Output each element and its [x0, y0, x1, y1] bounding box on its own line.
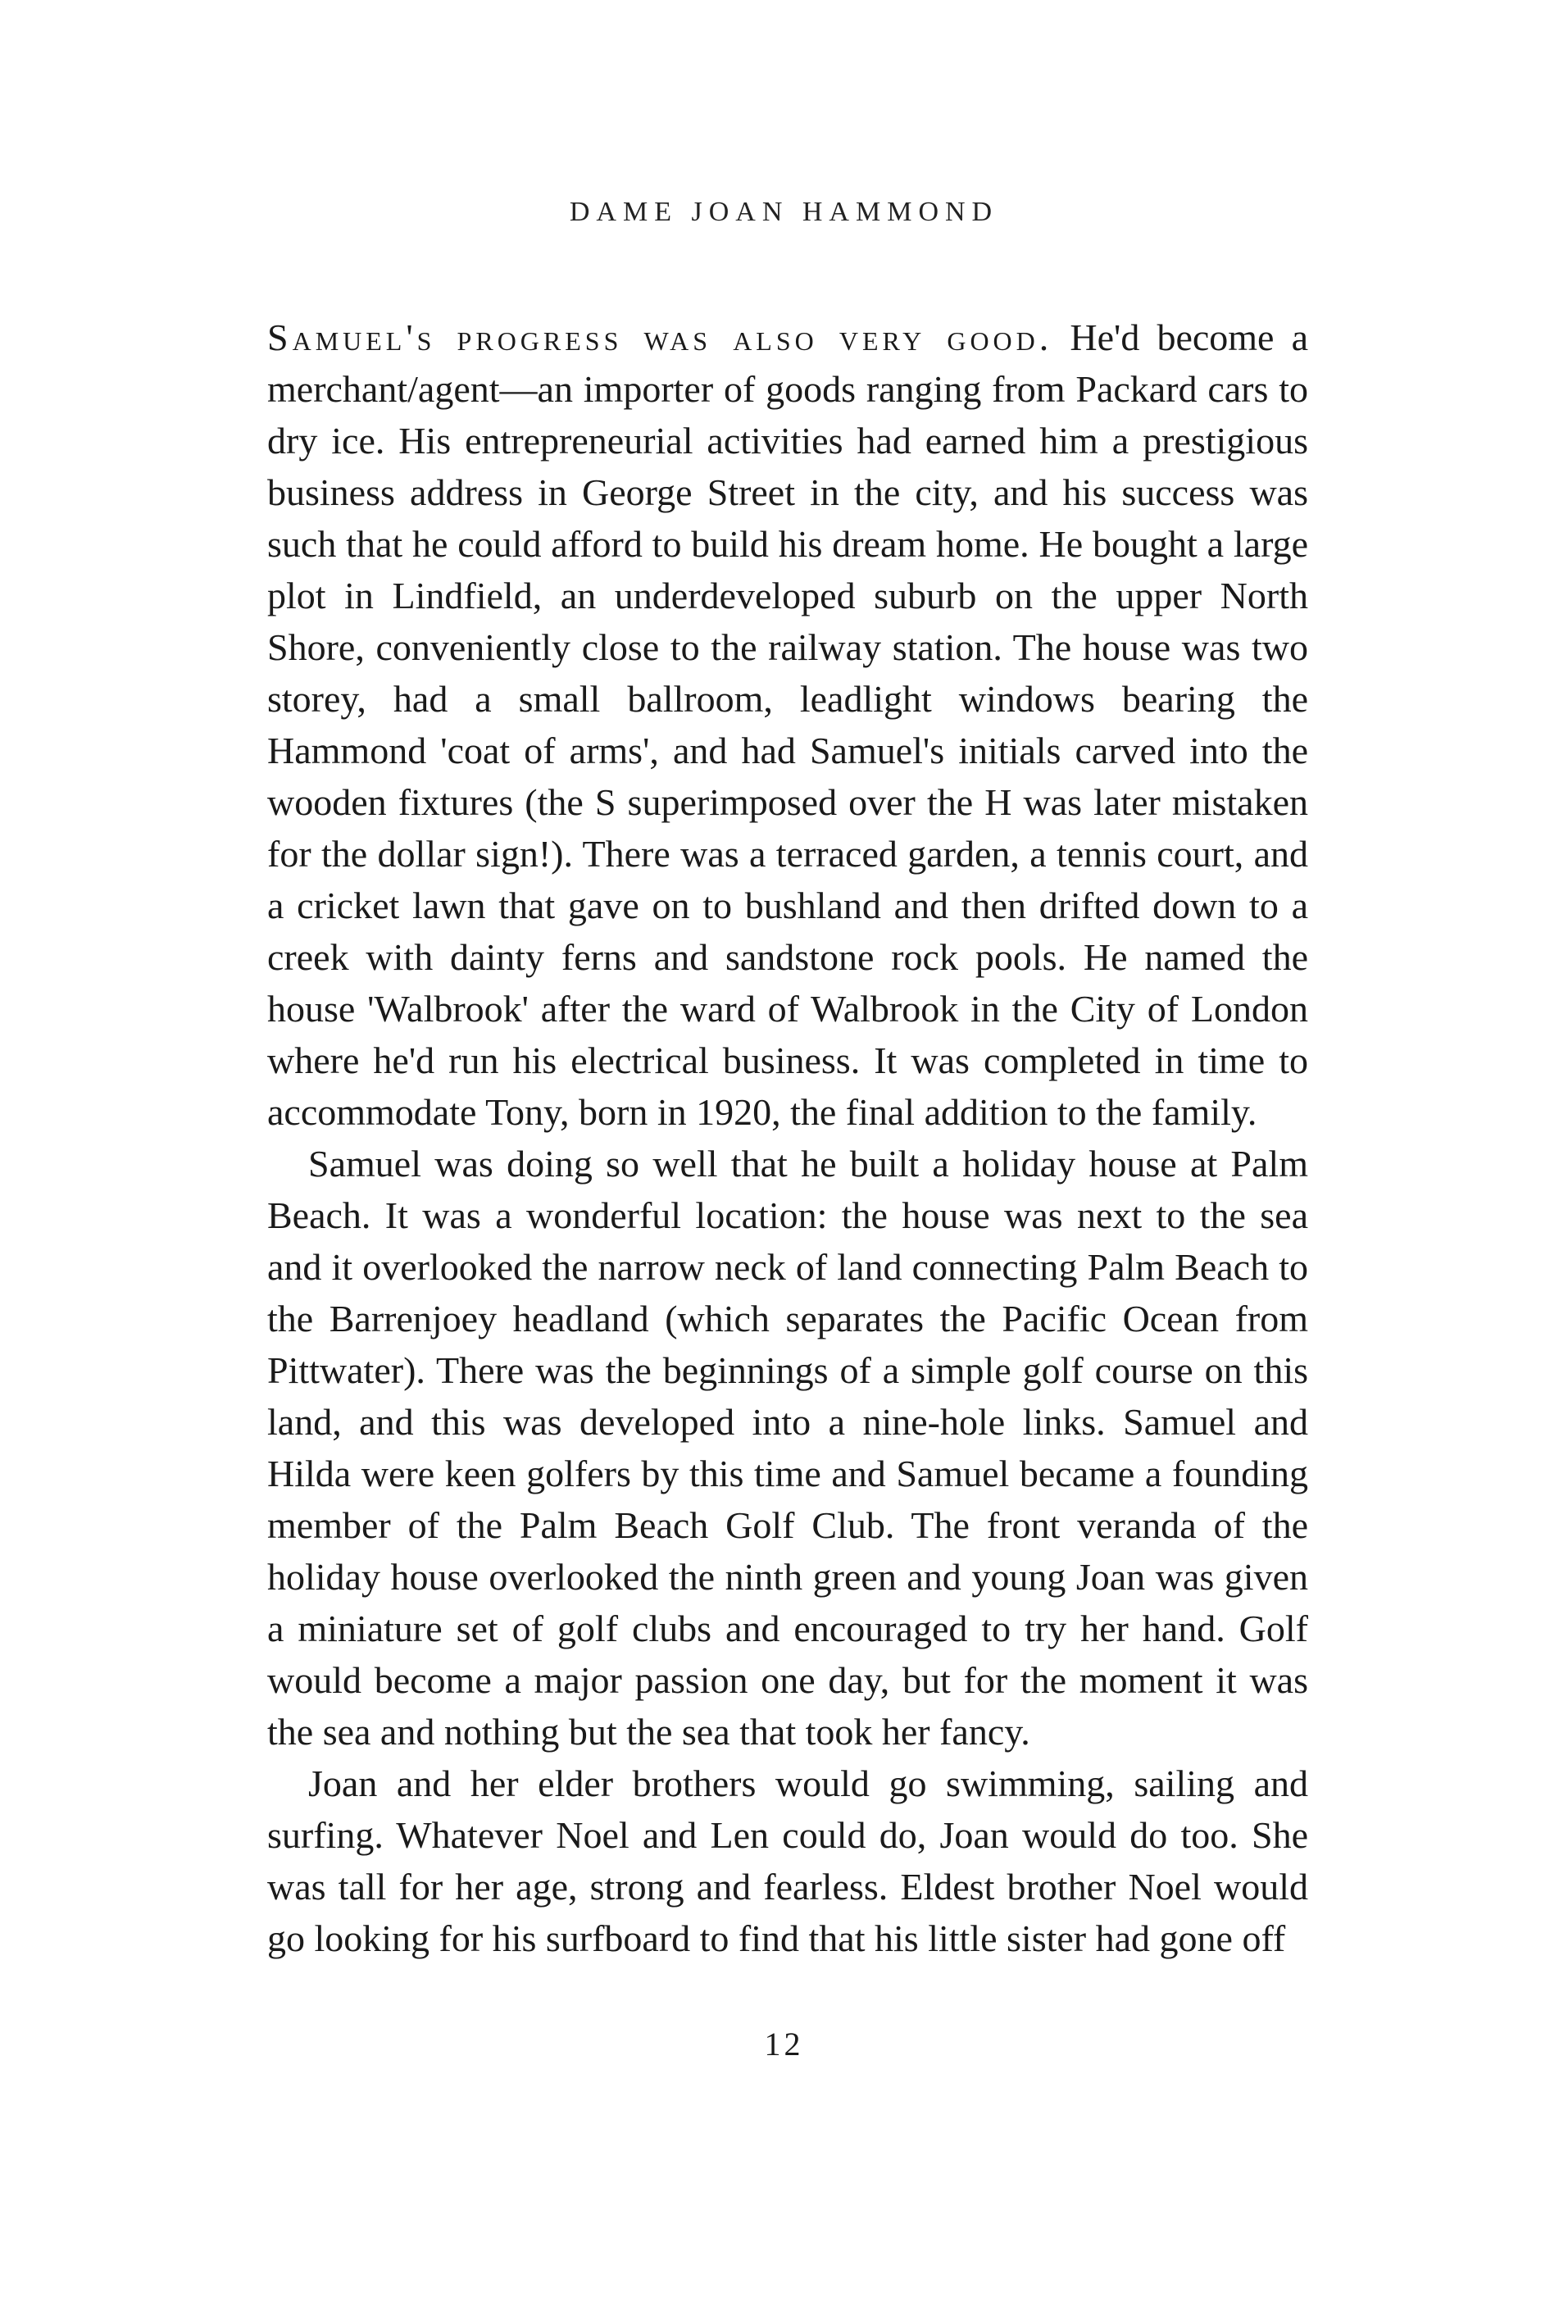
paragraph-lead-smallcaps: Samuel's progress was also very good.: [267, 316, 1053, 358]
body-text: [267, 312, 1308, 1964]
paragraph-text: He'd become a merchant/agent—an importer of goods ranging from Packard cars to dry ice. His entrepreneurial activities had earned him a prestigious business address in George Street in the city, and his success was such that he could afford to build his dream home. He bought a large plot in Lindfield, an underdeveloped suburb on the upper North Shore, conveniently close to the railway station. The house was two storey, had a small ballroom, leadlight windows bearing the Hammond 'coat of arms', and had Samuel's initials carved into the wooden fixtures (the S superimposed over the H was later mistaken for the dollar sign!). There was a terraced garden, a tennis court, and a cricket lawn that gave on to bushland and then drifted down to a creek with dainty ferns and sandstone rock pools. He named the house 'Walbrook' after the ward of Walbrook in the City of London where he'd run his electrical business. It was completed in time to accommodate Tony, born in 1920, the final addition to the family.: [267, 316, 1309, 1133]
page-number: 12: [764, 2026, 804, 2062]
paragraph: Samuel was doing so well that he built a holiday house at Palm Beach. It was a wonderful location: the house was next to the sea and it overlooked the narrow neck of land connecting Palm Beach to the Barrenjoey headland (which separates the Pacific Ocean from Pittwater). There was the beginnings of a simple golf course on this land, and this was developed into a nine-hole links. Samuel and Hilda were keen golfers by this time and Samuel became a founding member of the Palm Beach Golf Club. The front veranda of the holiday house overlooked the ninth green and young Joan was given a miniature set of golf clubs and encouraged to try her hand. Golf would become a major passion one day, but for the moment it was the sea and nothing but the sea that took her fancy.: [267, 1143, 1308, 1753]
running-head: DAME JOAN HAMMOND: [569, 197, 999, 227]
paragraph: [267, 312, 1308, 1138]
paragraph: Joan and her elder brothers would go swimming, sailing and surfing. Whatever Noel and Len could do, Joan would do too. She was tall for her age, strong and fearless. Eldest brother Noel would go looking for his surfboard to find that his little sister had gone off: [267, 1762, 1308, 1959]
